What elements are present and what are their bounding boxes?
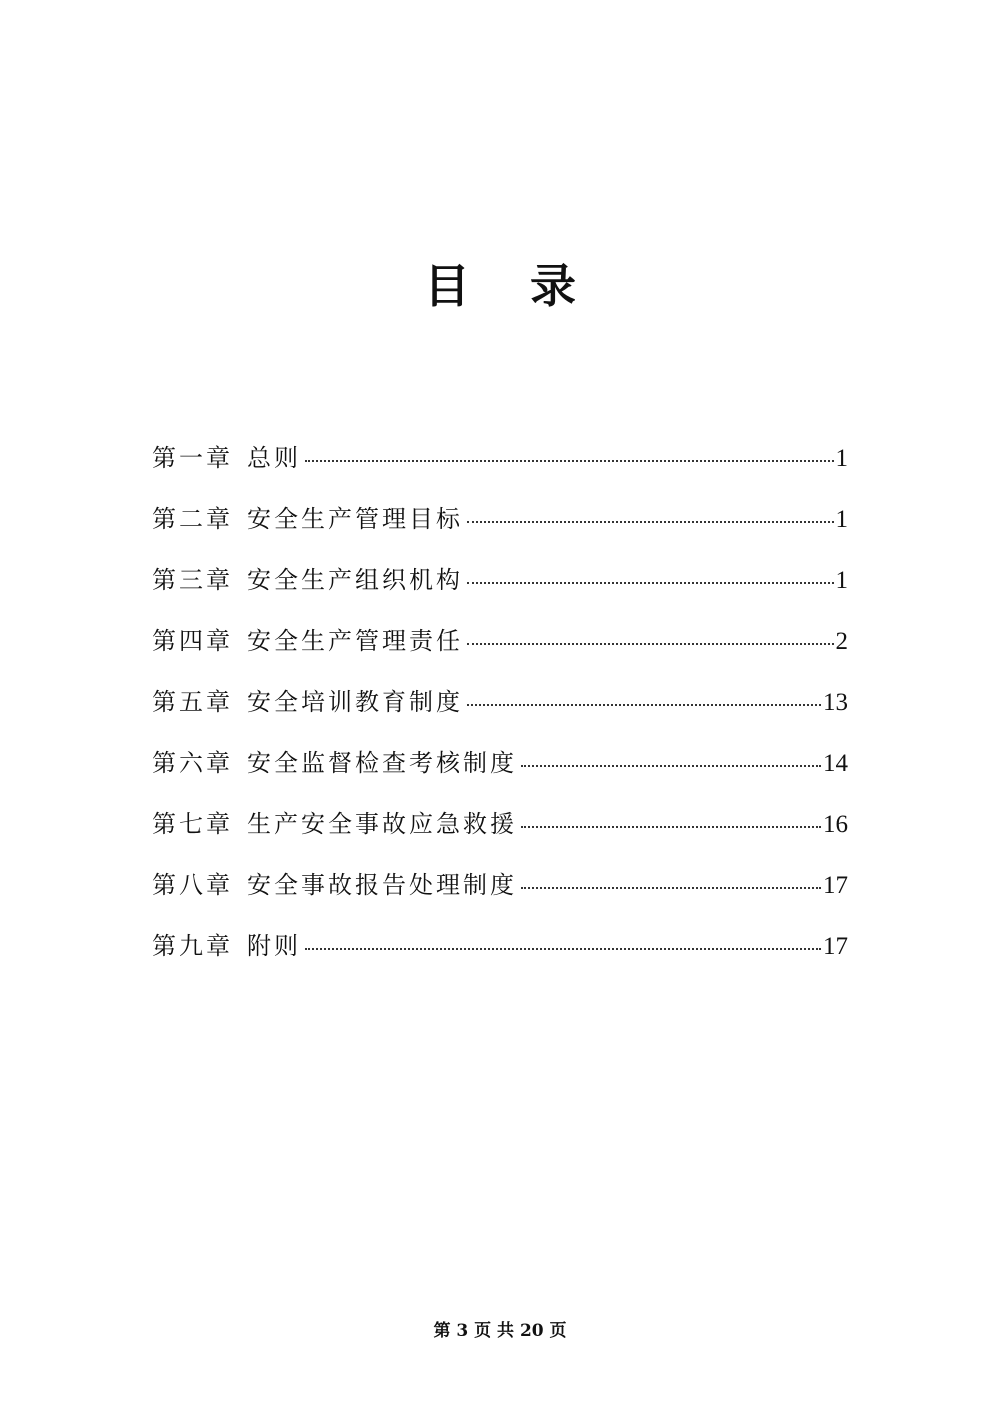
toc-chapter-name: 安全培训教育制度 (247, 688, 463, 716)
toc-chapter-number: 第二章 (152, 505, 233, 533)
toc-entry-8[interactable] (152, 865, 848, 926)
toc-entry-2[interactable] (152, 499, 848, 560)
toc-chapter-number: 第七章 (152, 810, 233, 838)
toc-chapter-name: 总则 (247, 444, 301, 472)
toc-dot-leader (467, 703, 821, 706)
toc-chapter-number: 第一章 (152, 444, 233, 472)
toc-dot-leader (467, 581, 834, 584)
toc-entry-5[interactable] (152, 682, 848, 743)
toc-chapter-name: 附则 (247, 932, 301, 960)
toc-chapter-name: 安全生产管理目标 (247, 505, 463, 533)
toc-page-number: 16 (823, 811, 848, 838)
toc-chapter-number: 第六章 (152, 749, 233, 777)
toc-page-number: 14 (823, 750, 848, 777)
toc-dot-leader (305, 947, 821, 950)
toc-dot-leader (521, 886, 821, 889)
toc-chapter-number: 第三章 (152, 566, 233, 594)
toc-dot-leader (521, 764, 821, 767)
toc-entry-1[interactable] (152, 438, 848, 499)
toc-entry-7[interactable] (152, 804, 848, 865)
toc-chapter-name: 生产安全事故应急救援 (247, 810, 517, 838)
page-title (0, 250, 1000, 316)
toc-dot-leader (521, 825, 821, 828)
table-of-contents (152, 438, 848, 987)
toc-entry-6[interactable] (152, 743, 848, 804)
toc-chapter-number: 第四章 (152, 627, 233, 655)
toc-chapter-number: 第八章 (152, 871, 233, 899)
title-char-1: 目 (424, 259, 470, 313)
toc-dot-leader (467, 520, 834, 523)
toc-page-number: 13 (823, 689, 848, 716)
toc-entry-3[interactable] (152, 560, 848, 621)
toc-page-number: 1 (835, 506, 848, 533)
toc-chapter-number: 第五章 (152, 688, 233, 716)
toc-entry-9[interactable] (152, 926, 848, 987)
toc-page-number: 1 (835, 567, 848, 594)
toc-chapter-name: 安全监督检查考核制度 (247, 749, 517, 777)
page-footer: 第 3 页 共 20 页 (433, 1321, 567, 1341)
toc-dot-leader (467, 642, 834, 645)
toc-chapter-name: 安全事故报告处理制度 (247, 871, 517, 899)
toc-page-number: 1 (835, 445, 848, 472)
title-char-2: 录 (530, 259, 576, 313)
toc-entry-4[interactable] (152, 621, 848, 682)
toc-page-number: 17 (823, 933, 848, 960)
toc-chapter-number: 第九章 (152, 932, 233, 960)
toc-page-number: 2 (835, 628, 848, 655)
toc-chapter-name: 安全生产管理责任 (247, 627, 463, 655)
toc-chapter-name: 安全生产组织机构 (247, 566, 463, 594)
toc-page-number: 17 (823, 872, 848, 899)
toc-dot-leader (305, 459, 834, 462)
